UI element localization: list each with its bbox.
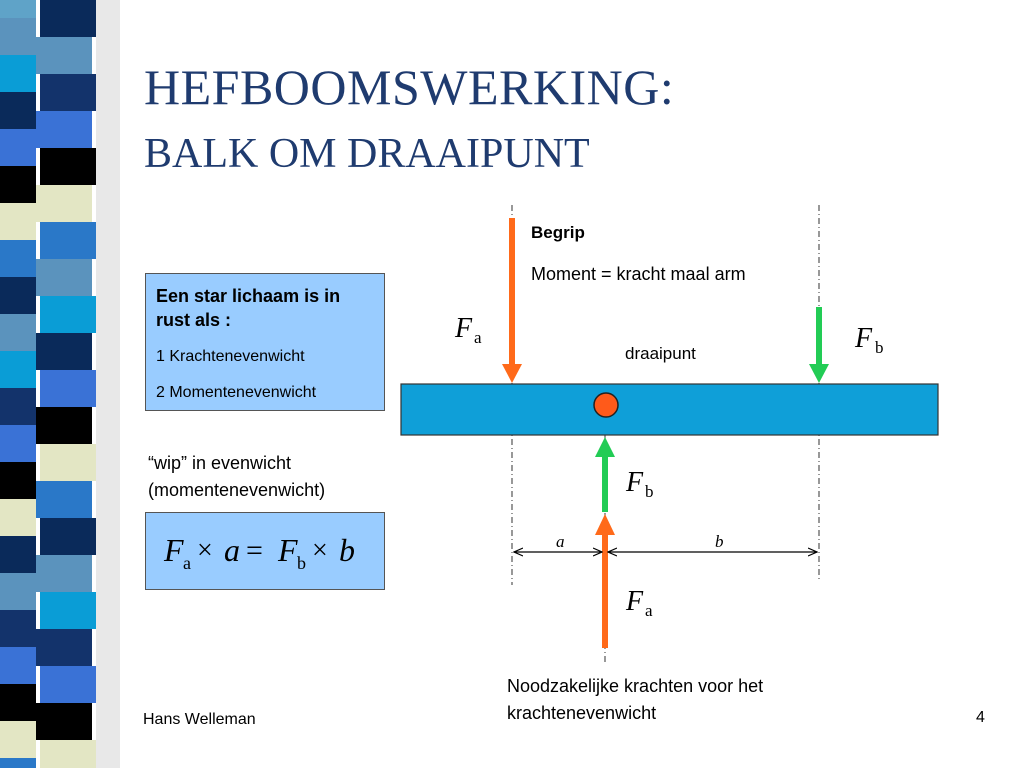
eq-times-2: × bbox=[312, 535, 328, 566]
footer-author: Hans Welleman bbox=[143, 711, 256, 728]
caption-line-1: Noodzakelijke krachten voor het bbox=[507, 676, 764, 696]
label-fa-bottom-sub: a bbox=[645, 601, 653, 620]
wip-line-1: “wip” in evenwicht bbox=[148, 453, 292, 473]
strip-block bbox=[36, 703, 92, 740]
eq-F1: F bbox=[164, 532, 184, 568]
strip-block bbox=[0, 610, 36, 647]
eq-sub-a: a bbox=[183, 553, 191, 573]
strip-block bbox=[0, 55, 36, 92]
info-box-heading: Een star lichaam is in rust als : bbox=[156, 286, 341, 330]
strip-block bbox=[0, 721, 36, 758]
eq-equals: = bbox=[246, 534, 263, 567]
eq-times-1: × bbox=[197, 535, 213, 566]
footer-page-number: 4 bbox=[976, 709, 985, 726]
strip-block bbox=[0, 388, 36, 425]
force-fb-bottom-arrow-head bbox=[595, 437, 615, 457]
wip-line-2: (momentenevenwicht) bbox=[148, 480, 326, 500]
label-fb-bottom-sub: b bbox=[645, 482, 654, 501]
strip-block bbox=[0, 647, 36, 684]
force-fb-top-arrow-head bbox=[809, 364, 829, 383]
strip-block bbox=[36, 481, 92, 518]
eq-a: a bbox=[224, 532, 240, 568]
dimension-b-label: b bbox=[715, 532, 724, 551]
strip-block bbox=[0, 499, 36, 536]
strip-block bbox=[36, 259, 92, 296]
strip-block bbox=[0, 92, 36, 129]
beam bbox=[401, 384, 938, 435]
strip-block bbox=[0, 129, 36, 166]
strip-block bbox=[36, 333, 92, 370]
moment-equation bbox=[146, 513, 384, 589]
force-fa-top-arrow-head bbox=[502, 364, 522, 383]
strip-block bbox=[0, 425, 36, 462]
strip-block bbox=[0, 684, 36, 721]
strip-block bbox=[0, 240, 36, 277]
strip-block bbox=[36, 407, 92, 444]
strip-block bbox=[0, 462, 36, 499]
begrip-heading: Begrip bbox=[531, 223, 585, 242]
page-subtitle: BALK OM DRAAIPUNT bbox=[144, 131, 590, 177]
strip-block bbox=[36, 111, 92, 148]
strip-block bbox=[0, 203, 36, 240]
strip-block bbox=[36, 555, 92, 592]
label-fa-top-sub: a bbox=[474, 328, 482, 347]
strip-block bbox=[40, 74, 96, 111]
decorative-side-strip bbox=[0, 0, 120, 768]
strip-block bbox=[0, 573, 36, 610]
strip-block bbox=[40, 222, 96, 259]
strip-block bbox=[40, 148, 96, 185]
label-fa-top: F bbox=[455, 313, 473, 344]
strip-block bbox=[0, 277, 36, 314]
info-box-item-2: 2 Momentenevenwicht bbox=[156, 384, 317, 401]
force-fa-bottom-arrow-head bbox=[595, 514, 615, 535]
label-fb-top-sub: b bbox=[875, 338, 884, 357]
begrip-text: Moment = kracht maal arm bbox=[531, 264, 746, 284]
strip-block bbox=[0, 758, 36, 768]
strip-block bbox=[0, 351, 36, 388]
strip-block bbox=[40, 296, 96, 333]
strip-block bbox=[40, 444, 96, 481]
strip-block bbox=[40, 0, 96, 37]
label-fa-bottom: F bbox=[626, 586, 644, 617]
pivot-point bbox=[594, 393, 618, 417]
eq-b: b bbox=[339, 532, 355, 568]
strip-block bbox=[36, 629, 92, 666]
dimension-a-label: a bbox=[556, 532, 565, 551]
strip-block bbox=[40, 370, 96, 407]
strip-block bbox=[0, 166, 36, 203]
strip-block bbox=[0, 536, 36, 573]
strip-block bbox=[36, 37, 92, 74]
label-fb-top: F bbox=[855, 323, 873, 354]
strip-block bbox=[40, 518, 96, 555]
page-title: HEFBOOMSWERKING: bbox=[144, 59, 675, 115]
strip-block bbox=[40, 666, 96, 703]
eq-F2: F bbox=[278, 532, 298, 568]
rigid-body-info-box bbox=[145, 273, 385, 411]
label-fb-bottom: F bbox=[626, 467, 644, 498]
strip-block bbox=[36, 185, 92, 222]
strip-block bbox=[0, 314, 36, 351]
eq-sub-b: b bbox=[297, 553, 306, 573]
info-box-item-1: 1 Krachtenevenwicht bbox=[156, 348, 305, 365]
strip-block bbox=[40, 592, 96, 629]
pivot-label: draaipunt bbox=[625, 344, 696, 363]
strip-block bbox=[40, 740, 96, 768]
caption-line-2: krachtenevenwicht bbox=[507, 703, 657, 723]
strip-block bbox=[0, 18, 36, 55]
formula-box bbox=[145, 512, 385, 590]
